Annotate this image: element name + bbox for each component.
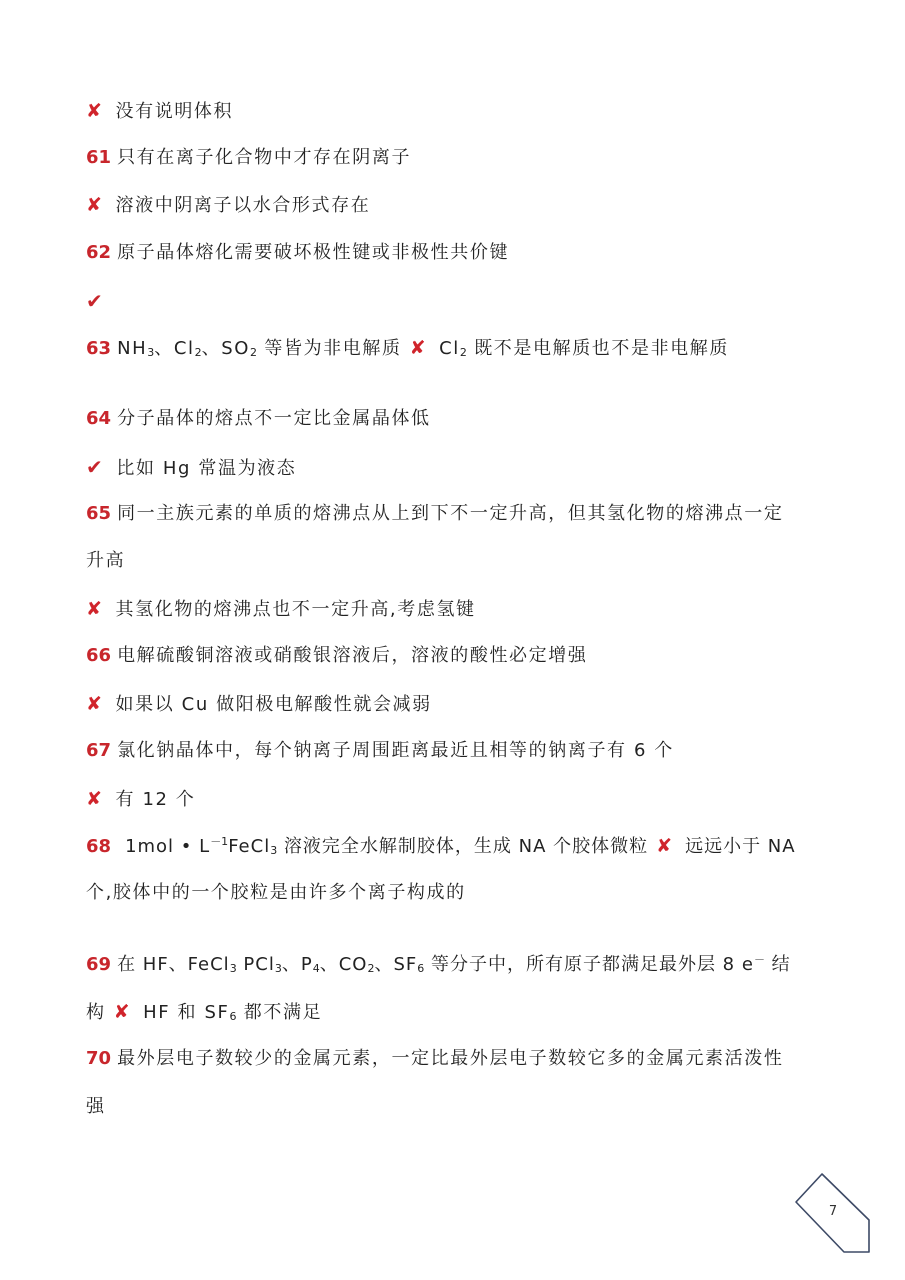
formula-so2: 、$SO_2$ [201, 338, 258, 359]
verdict-65 [86, 594, 845, 624]
verdict-text: 个,胶体中的一个胶粒是由许多个离子构成的 [86, 882, 466, 903]
statement-text: 构 [86, 1002, 106, 1023]
statement-number: 70 [86, 1048, 112, 1069]
statement-65-continued [86, 546, 845, 576]
cross-icon: ✘ [656, 835, 674, 857]
verdict-text: 有 12 个 [115, 789, 196, 810]
statement-text: 最外层电子数较少的金属元素，一定比最外层电子数较它多的金属元素活泼性 [117, 1048, 784, 1069]
statement-text: 升高 [86, 550, 126, 571]
formula-nh3: $NH_3$ [117, 338, 155, 359]
unit-l: $L^{-1}$ [199, 835, 229, 857]
statement-number: 62 [86, 242, 112, 263]
statement-text: 电解硫酸铜溶液或硝酸银溶液后，溶液的酸性必定增强 [117, 645, 588, 666]
cross-icon: ✘ [409, 337, 428, 359]
statement-65 [86, 499, 845, 529]
verdict-text: 溶液中阴离子以水合形式存在 [115, 195, 371, 216]
statement-64 [86, 404, 845, 434]
statement-number: 61 [86, 147, 112, 168]
check-icon: ✔ [86, 289, 105, 313]
statement-text: 只有在离子化合物中才存在阴离子 [117, 147, 412, 168]
statement-68 [86, 831, 845, 861]
verdict-text: HF 和 $SF_6$ 都不满足 [143, 1002, 323, 1023]
verdict-text: 远远小于 NA [685, 836, 796, 857]
verdict-text: 比如 Hg 常温为液态 [116, 458, 297, 479]
verdict-text: 其氢化物的熔沸点也不一定升高,考虑氢键 [115, 599, 476, 620]
check-icon: ✔ [86, 455, 105, 479]
statement-text: 在 HF、FeCl$_3$ PCl$_3$、$P_4$、$CO_2$、$SF_6$ 等分子中，所有原子都满足最外层 8 e－ 结 [117, 953, 791, 975]
statement-number: 63 [86, 338, 112, 359]
statement-69 [86, 950, 845, 980]
statement-63 [86, 333, 845, 363]
statement-text: 氯化钠晶体中，每个钠离子周围距离最近且相等的钠离子有 6 个 [117, 740, 674, 761]
cross-icon: ✘ [86, 194, 104, 216]
verdict-64 [86, 452, 845, 482]
unit-mol: 1mol [125, 836, 175, 857]
verdict-line [86, 96, 845, 126]
formula-fecl3: FeCl$_3$ [228, 836, 278, 857]
statement-text: 原子晶体熔化需要破坏极性键或非极性共价键 [117, 242, 510, 263]
dot-separator: • [180, 836, 193, 857]
statement-70-continued [86, 1092, 845, 1122]
statement-text: 等皆为非电解质 [257, 338, 402, 359]
verdict-text: $Cl_2$ 既不是电解质也不是非电解质 [439, 338, 730, 359]
statement-67 [86, 736, 845, 766]
formula-cl2: 、$Cl_2$ [154, 338, 202, 359]
statement-number: 69 [86, 954, 112, 975]
statement-text: 溶液完全水解制胶体，生成 NA 个胶体微粒 [277, 836, 649, 857]
verdict-61 [86, 190, 845, 220]
statement-number: 65 [86, 503, 112, 524]
verdict-62 [86, 286, 845, 316]
statement-number: 64 [86, 408, 112, 429]
statement-69-continued [86, 997, 845, 1027]
verdict-66 [86, 689, 845, 719]
cross-icon: ✘ [86, 788, 104, 810]
statement-68-continued [86, 878, 845, 908]
statement-number: 67 [86, 740, 112, 761]
cross-icon: ✘ [86, 598, 104, 620]
statement-70 [86, 1044, 845, 1074]
verdict-text: 如果以 Cu 做阳极电解酸性就会减弱 [115, 694, 432, 715]
page-number: 7 [828, 1204, 838, 1219]
statement-61 [86, 143, 845, 173]
statement-text: 强 [86, 1096, 106, 1117]
verdict-67 [86, 784, 845, 814]
statement-62 [86, 238, 845, 268]
statement-number: 68 [86, 836, 112, 857]
statement-text: 分子晶体的熔点不一定比金属晶体低 [117, 408, 431, 429]
cross-icon: ✘ [86, 693, 104, 715]
verdict-text: 没有说明体积 [115, 101, 234, 122]
statement-number: 66 [86, 645, 112, 666]
statement-text: 同一主族元素的单质的熔沸点从上到下不一定升高，但其氢化物的熔沸点一定 [117, 503, 784, 524]
cross-icon: ✘ [113, 1001, 132, 1023]
statement-66 [86, 641, 845, 671]
cross-icon: ✘ [86, 100, 104, 122]
